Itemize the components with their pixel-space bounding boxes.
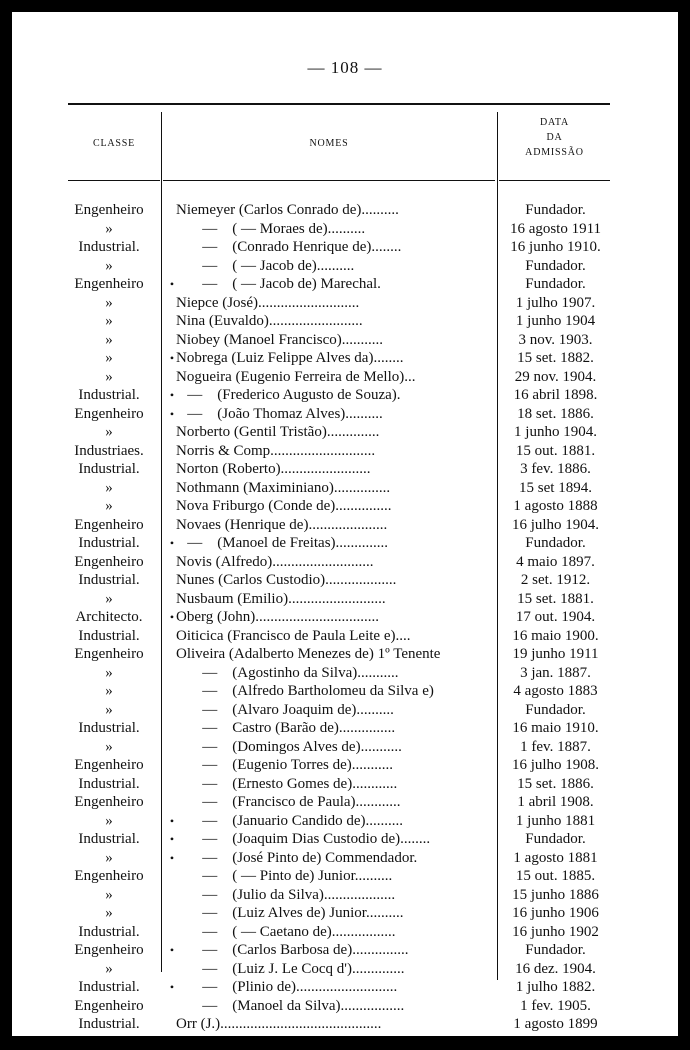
bullet-mark: • [169, 610, 175, 624]
date-cell: 1 abril 1908. [517, 794, 594, 810]
table-row [12, 1015, 678, 1034]
name-cell: Niobey (Manoel Francisco)........... [176, 331, 384, 348]
bullet-mark: • [169, 850, 175, 865]
header-data-admissao [499, 115, 610, 160]
date-cell: Fundador. [525, 701, 586, 718]
table-row [12, 275, 678, 294]
table-row [12, 719, 678, 738]
classe-cell: Engenheiro [74, 202, 144, 218]
name-cell: — (Francisco de Paula)............ [176, 794, 401, 810]
date-cell: Fundador. [525, 276, 586, 292]
table-row [12, 738, 678, 757]
classe-cell: Industrial. [78, 1016, 140, 1032]
date-cell: 15 set. 1886. [517, 775, 594, 792]
name-cell: Norberto (Gentil Tristão).............. [176, 424, 380, 440]
table-row [12, 904, 678, 923]
name-cell: — (Eugenio Torres de)........... [176, 757, 393, 773]
table-row [12, 331, 678, 350]
bullet-mark: • [169, 813, 175, 828]
table-row [12, 923, 678, 942]
name-cell: — ( — Caetano de)................. [176, 923, 396, 940]
classe-cell: » [105, 479, 113, 496]
classe-cell: Industrial. [78, 572, 140, 588]
date-cell: 15 out. 1885. [515, 868, 596, 884]
name-cell: Norton (Roberto)........................ [176, 461, 371, 477]
table-row [12, 349, 678, 368]
date-cell: 15 out. 1881. [515, 442, 596, 459]
classe-cell: Industrial. [78, 239, 140, 255]
date-cell: 16 abril 1898. [513, 387, 598, 403]
date-cell: 1 agosto 1899 [513, 1016, 598, 1032]
classe-cell: Industrial. [78, 535, 140, 551]
date-cell: 15 set 1894. [519, 479, 592, 496]
table-row [12, 238, 678, 257]
table-row [12, 756, 678, 775]
name-cell: — ( — Jacob de) Marechal. [176, 276, 381, 292]
date-cell: 1 fev. 1905. [520, 997, 591, 1014]
table-row [12, 997, 678, 1016]
header-rule-classe [68, 180, 160, 181]
name-cell: — (Ernesto Gomes de)............ [176, 775, 398, 792]
date-cell: 16 julho 1908. [511, 757, 600, 773]
name-cell: — ( — Jacob de).......... [176, 257, 355, 274]
table-row [12, 867, 678, 886]
table-row [12, 775, 678, 794]
table-row [12, 590, 678, 609]
classe-cell: Engenheiro [74, 942, 144, 958]
bullet-mark: • [169, 980, 175, 994]
table-row [12, 682, 678, 701]
name-cell: — (Julio da Silva)................... [176, 886, 396, 903]
name-cell: Oiticica (Francisco de Paula Leite e).... [176, 627, 411, 644]
classe-cell: » [105, 590, 113, 607]
name-cell: — (Manoel da Silva)................. [176, 997, 405, 1014]
table-row [12, 627, 678, 646]
date-cell: 1 agosto 1888 [513, 498, 598, 514]
bullet-mark: • [169, 943, 175, 957]
header-data-line: ADMISSÃO [525, 147, 584, 158]
name-cell: — (Januario Candido de).......... [176, 812, 404, 829]
name-cell: Norris & Comp............................ [176, 442, 376, 459]
bullet-mark: • [169, 277, 175, 291]
table-row [12, 553, 678, 572]
table-row [12, 220, 678, 239]
name-cell: Niepce (José)........................... [176, 294, 360, 311]
date-cell: 16 maio 1900. [512, 627, 599, 644]
classe-cell: Industrial. [78, 387, 140, 403]
table-row [12, 886, 678, 905]
classe-cell: » [105, 220, 113, 237]
table-row [12, 571, 678, 590]
header-data-line: DATA [539, 117, 570, 128]
date-cell: 1 fev. 1887. [520, 738, 591, 755]
date-cell: 16 maio 1910. [512, 720, 599, 736]
date-cell: 16 dez. 1904. [515, 960, 596, 977]
classe-cell: Industrial. [78, 775, 140, 792]
name-cell: Nusbaum (Emilio).......................... [176, 590, 386, 607]
table-row [12, 368, 678, 387]
name-cell: — (Manoel de Freitas).............. [176, 535, 389, 551]
name-cell: — (Domingos Alves de)........... [176, 738, 402, 755]
date-cell: Fundador. [525, 831, 586, 847]
bullet-mark: • [169, 406, 175, 421]
table-row [12, 386, 678, 405]
classe-cell: Engenheiro [74, 794, 144, 810]
table-row [12, 405, 678, 424]
table-row [12, 423, 678, 442]
date-cell: 2 set. 1912. [520, 572, 591, 588]
name-cell: — (Plinio de)........................... [176, 979, 398, 995]
date-cell: 3 fev. 1886. [520, 461, 591, 477]
header-nomes: NOMES [309, 138, 349, 149]
classe-cell: » [105, 960, 113, 977]
bullet-mark: • [169, 536, 175, 550]
classe-cell: » [105, 498, 113, 514]
document-page [12, 12, 678, 1036]
classe-cell: Engenheiro [74, 997, 144, 1014]
classe-cell: » [105, 664, 113, 681]
date-cell: 19 junho 1911 [512, 646, 599, 662]
date-cell: Fundador. [525, 535, 586, 551]
table-row [12, 812, 678, 831]
table-row [12, 664, 678, 683]
table-row [12, 312, 678, 331]
date-cell: 16 agosto 1911 [509, 220, 602, 237]
table-row [12, 479, 678, 498]
date-cell: Fundador. [525, 202, 586, 218]
date-cell: 1 agosto 1881 [513, 849, 598, 866]
bullet-mark: • [169, 351, 175, 365]
table-row [12, 701, 678, 720]
date-cell: 15 set. 1882. [517, 350, 594, 366]
date-cell: 15 junho 1886 [512, 886, 599, 903]
classe-cell: Architecto. [75, 609, 143, 625]
name-cell: — (Luiz J. Le Cocq d').............. [176, 960, 405, 977]
classe-cell: Industrial. [78, 627, 140, 644]
classe-cell: Industriaes. [74, 442, 144, 459]
member-table [12, 201, 678, 1034]
classe-cell: Industrial. [78, 979, 140, 995]
table-row [12, 294, 678, 313]
name-cell: Novaes (Henrique de)..................... [176, 516, 388, 533]
classe-cell: » [105, 294, 113, 311]
classe-cell: » [105, 738, 113, 755]
table-row [12, 460, 678, 479]
table-row [12, 534, 678, 553]
table-row [12, 608, 678, 627]
date-cell: 1 julho 1907. [515, 294, 596, 311]
classe-cell: » [105, 313, 113, 329]
classe-cell: » [105, 683, 113, 699]
classe-cell: Engenheiro [74, 405, 144, 422]
date-cell: 4 agosto 1883 [513, 683, 598, 699]
classe-cell: » [105, 331, 113, 348]
date-cell: 29 nov. 1904. [514, 368, 597, 385]
name-cell: Nina (Euvaldo)......................... [176, 313, 363, 329]
name-cell: — (Agostinho da Silva)........... [176, 664, 399, 681]
name-cell: — (Alvaro Joaquim de).......... [176, 701, 394, 718]
date-cell: 1 julho 1882. [515, 979, 596, 995]
date-cell: 16 julho 1904. [511, 516, 600, 533]
name-cell: Oberg (John)................................. [176, 609, 380, 625]
name-cell: Nunes (Carlos Custodio)................... [176, 572, 397, 588]
name-cell: Nova Friburgo (Conde de)............... [176, 498, 392, 514]
date-cell: Fundador. [525, 257, 586, 274]
table-top-rule [68, 103, 610, 105]
classe-cell: Engenheiro [74, 516, 144, 533]
classe-cell: » [105, 350, 113, 366]
date-cell: 17 out. 1904. [515, 609, 596, 625]
table-row [12, 442, 678, 461]
date-cell: 16 junho 1906 [512, 905, 599, 921]
header-rule-data [499, 180, 610, 181]
name-cell: — Castro (Barão de)............... [176, 720, 396, 736]
table-row [12, 830, 678, 849]
table-row [12, 941, 678, 960]
table-row [12, 978, 678, 997]
name-cell: — (Carlos Barbosa de)............... [176, 942, 409, 958]
date-cell: 3 nov. 1903. [518, 331, 593, 348]
date-cell: 1 junho 1904 [515, 313, 596, 329]
classe-cell: Engenheiro [74, 868, 144, 884]
classe-cell: Engenheiro [74, 646, 144, 662]
name-cell: Novis (Alfredo)........................... [176, 553, 374, 570]
date-cell: 16 junho 1902 [512, 923, 599, 940]
classe-cell: » [105, 424, 113, 440]
classe-cell: » [105, 886, 113, 903]
name-cell: — (Frederico Augusto de Souza). [176, 387, 401, 403]
name-cell: Oliveira (Adalberto Menezes de) 1º Tenente [176, 646, 441, 662]
name-cell: Nogueira (Eugenio Ferreira de Mello)... [176, 368, 416, 385]
classe-cell: Industrial. [78, 831, 140, 847]
name-cell: — (Luiz Alves de) Junior.......... [176, 905, 404, 921]
name-cell: — (João Thomaz Alves).......... [176, 405, 383, 422]
name-cell: — (Joaquim Dias Custodio de)........ [176, 831, 431, 847]
header-rule-nomes [163, 180, 495, 181]
classe-cell: » [105, 257, 113, 274]
name-cell: — (Alfredo Bartholomeu da Silva e) [176, 683, 434, 699]
classe-cell: » [105, 701, 113, 718]
classe-cell: Engenheiro [74, 757, 144, 773]
name-cell: Nothmann (Maximiniano)............... [176, 479, 391, 496]
header-classe: CLASSE [92, 138, 136, 149]
table-row [12, 201, 678, 220]
date-cell: 1 junho 1904. [514, 424, 597, 440]
date-cell: 16 junho 1910. [510, 239, 601, 255]
date-cell: 4 maio 1897. [516, 553, 595, 570]
date-cell: 3 jan. 1887. [520, 664, 591, 681]
classe-cell: » [105, 849, 113, 866]
name-cell: Orr (J.)........................................... [176, 1016, 382, 1032]
bullet-mark: • [169, 832, 175, 846]
classe-cell: Engenheiro [74, 276, 144, 292]
bullet-mark: • [169, 388, 175, 402]
classe-cell: » [105, 812, 113, 829]
date-cell: Fundador. [525, 942, 586, 958]
name-cell: — ( — Moraes de).......... [176, 220, 366, 237]
classe-cell: Industrial. [78, 923, 140, 940]
table-row [12, 257, 678, 276]
classe-cell: Industrial. [78, 720, 140, 736]
name-cell: — (José Pinto de) Commendador. [176, 849, 418, 866]
page-number: — 108 — [307, 58, 383, 77]
name-cell: — ( — Pinto de) Junior.......... [176, 868, 393, 884]
date-cell: 18 set. 1886. [517, 405, 594, 422]
classe-cell: Engenheiro [74, 553, 144, 570]
classe-cell: » [105, 905, 113, 921]
header-data-line: DA [546, 132, 563, 143]
date-cell: 1 junho 1881 [515, 812, 596, 829]
name-cell: Nobrega (Luiz Felippe Alves da)........ [176, 350, 404, 366]
name-cell: — (Conrado Henrique de)........ [176, 239, 402, 255]
table-row [12, 645, 678, 664]
classe-cell: Industrial. [78, 461, 140, 477]
classe-cell: » [105, 368, 113, 385]
table-row [12, 960, 678, 979]
table-row [12, 793, 678, 812]
name-cell: Niemeyer (Carlos Conrado de).......... [176, 202, 399, 218]
date-cell: 15 set. 1881. [517, 590, 594, 607]
table-row [12, 497, 678, 516]
table-row [12, 849, 678, 868]
table-row [12, 516, 678, 535]
